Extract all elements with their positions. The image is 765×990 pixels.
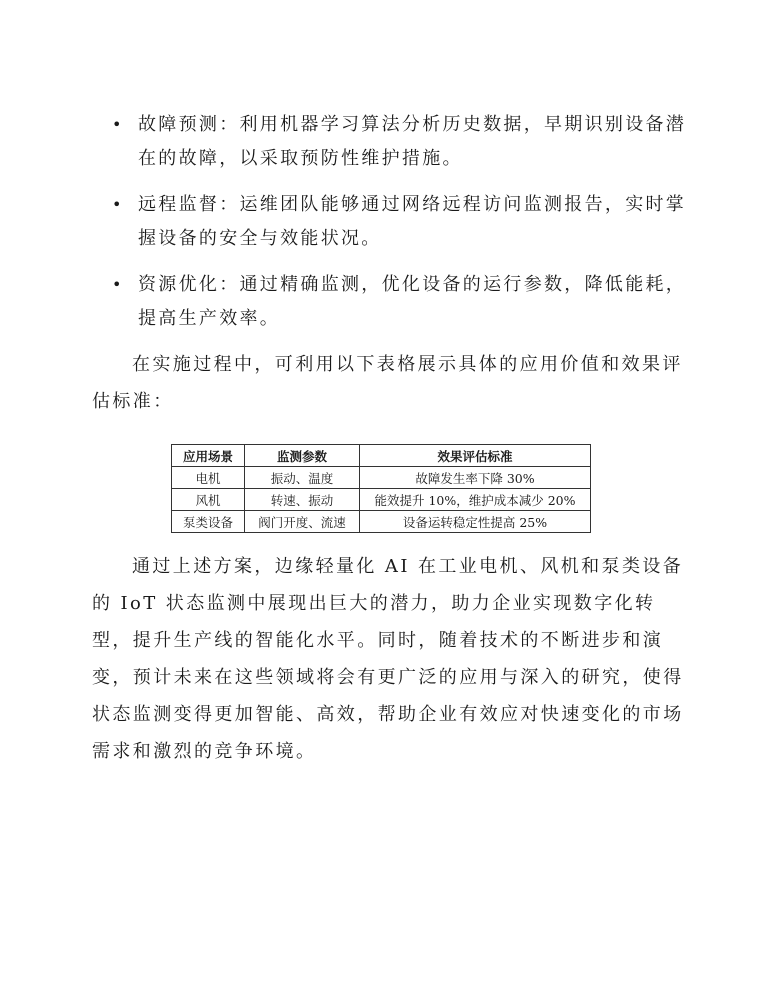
table-cell: 电机: [172, 467, 245, 489]
bullet-text: ：运维团队能够通过网络远程访问监测报告，实时掌握设备的安全与效能状况。: [138, 194, 687, 249]
bullet-title: 资源优化: [138, 274, 220, 295]
table-cell: 设备运转稳定性提高 25%: [360, 511, 591, 533]
table-cell: 转速、振动: [245, 489, 360, 511]
intro-text: 在实施过程中，可利用以下表格展示具体的应用价值和效果评估标准：: [92, 354, 683, 412]
table-cell: 泵类设备: [172, 511, 245, 533]
bullet-text: ：利用机器学习算法分析历史数据，早期识别设备潜在的故障，以采取预防性维护措施。: [138, 114, 687, 169]
table-cell: 阀门开度、流速: [245, 511, 360, 533]
bullet-title: 远程监督: [138, 194, 220, 215]
table-cell: 振动、温度: [245, 467, 360, 489]
table-row: [172, 467, 591, 489]
conclusion-text: 通过上述方案，边缘轻量化 AI 在工业电机、风机和泵类设备的 IoT 状态监测中展现出巨大的潜力，助力企业实现数字化转型，提升生产线的智能化水平。同时，随着技术的不断进步和演变，预计未来在这些领域将会有更广泛的应用与深入的研究，使得状态监测变得更加智能、高效，帮助企业有效应对快速变化的市场需求和激烈的竞争环境。: [92, 556, 684, 762]
intro-paragraph: [92, 346, 692, 420]
bullet-resource-optimization: [112, 268, 692, 336]
conclusion-paragraph: [92, 548, 692, 770]
table-cell: 风机: [172, 489, 245, 511]
bullet-dot-icon: •: [112, 115, 124, 134]
bullet-dot-icon: •: [112, 275, 124, 294]
column-header: 监测参数: [245, 445, 360, 467]
table-row: [172, 511, 591, 533]
table-row: [172, 489, 591, 511]
table-cell: 故障发生率下降 30%: [360, 467, 591, 489]
column-header: 应用场景: [172, 445, 245, 467]
table-cell: 能效提升 10%，维护成本减少 20%: [360, 489, 591, 511]
evaluation-table: [171, 444, 591, 533]
column-header: 效果评估标准: [360, 445, 591, 467]
bullet-text: ：通过精确监测，优化设备的运行参数，降低能耗，提高生产效率。: [138, 274, 687, 329]
bullet-dot-icon: •: [112, 195, 124, 214]
bullet-remote-supervision: [112, 188, 692, 256]
table-header-row: [172, 445, 591, 467]
bullet-fault-prediction: [112, 108, 692, 176]
bullet-list: [112, 108, 692, 348]
bullet-title: 故障预测: [138, 114, 220, 135]
